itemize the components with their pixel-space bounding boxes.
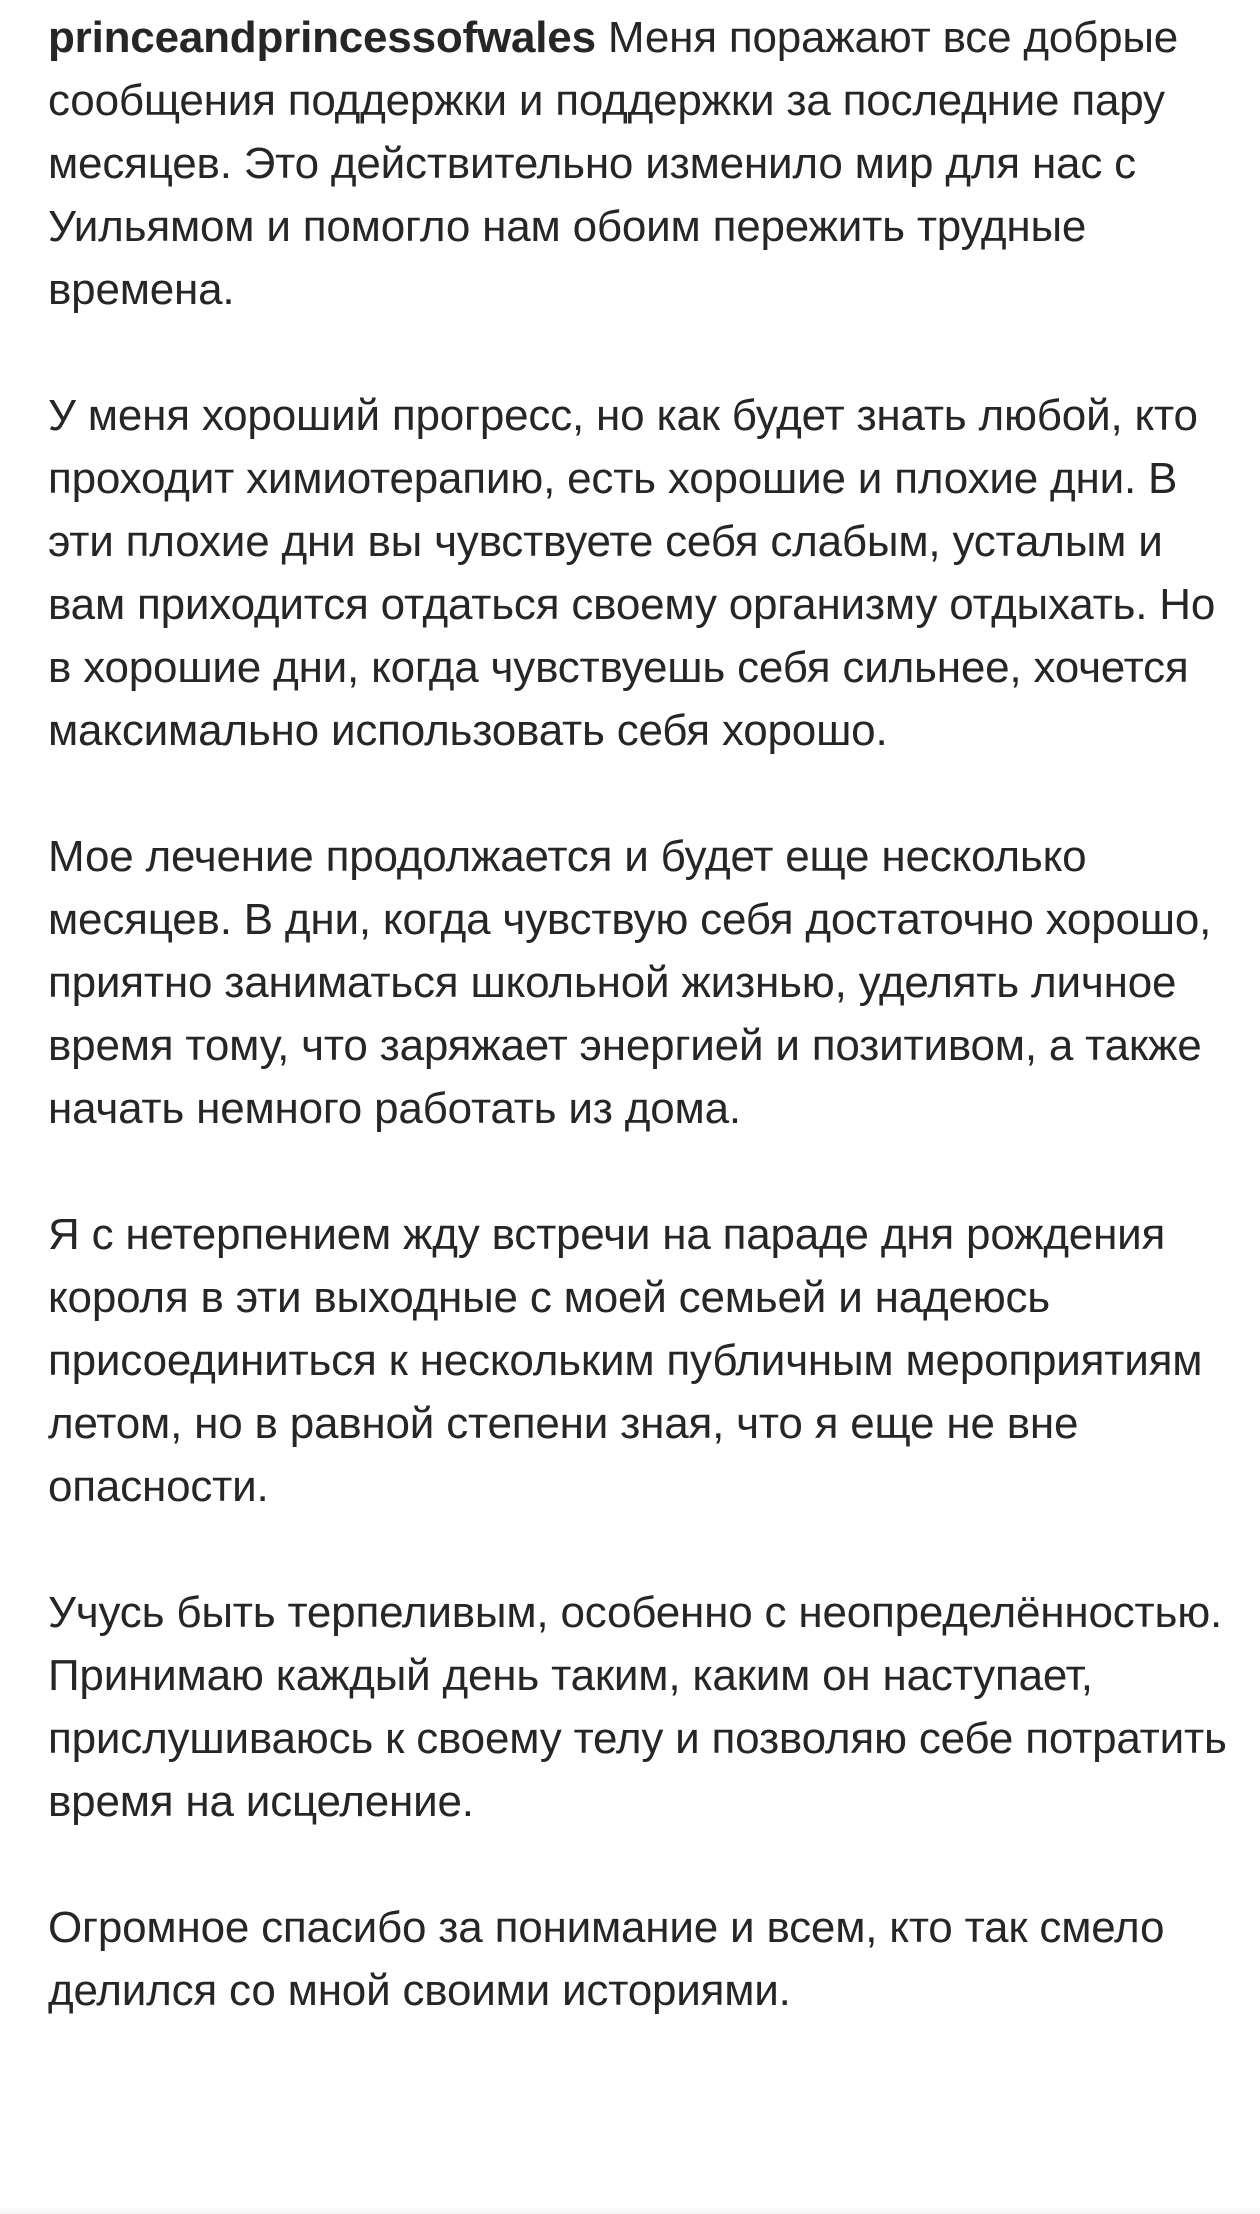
post-caption (48, 6, 1228, 2022)
caption-paragraph: Мое лечение продолжается и будет еще несколько месяцев. В дни, когда чувствую себя достаточно хорошо, приятно заниматься школьной жизнью, уделять личное время тому, что заряжает энергией и позитивом, а также начать немного работать из дома. (48, 832, 1212, 1133)
caption-text: Меня поражают все добрые сообщения поддержки и поддержки за последние пару месяцев. Это действительно изменило мир для нас с Уильямом и помогло нам обоим пережить трудные времена. (48, 13, 1179, 314)
caption-paragraph (48, 6, 1228, 321)
caption-paragraph: Я с нетерпением жду встречи на параде дня рождения короля в эти выходные с моей семьей и надеюсь присоединиться к нескольким публичным мероприятиям летом, но в равной степени зная, что я еще не вне опасности. (48, 1210, 1203, 1511)
caption-paragraph: У меня хороший прогресс, но как будет знать любой, кто проходит химиотерапию, есть хорошие и плохие дни. В эти плохие дни вы чувствуете себя слабым, усталым и вам приходится отдаться своему организму отдыхать. Но в хорошие дни, когда чувствуешь себя сильнее, хочется максимально использовать себя хорошо. (48, 391, 1216, 755)
caption-paragraph: Учусь быть терпеливым, особенно с неопределённостью. Принимаю каждый день таким, каким он наступает, прислушиваюсь к своему телу и позволяю себе потратить время на исцеление. (48, 1588, 1227, 1826)
bottom-divider (0, 2206, 1260, 2214)
username-link[interactable]: princeandprincessofwales (48, 13, 596, 62)
caption-paragraph: Огромное спасибо за понимание и всем, кто так смело делился со мной своими историями. (48, 1903, 1165, 2015)
